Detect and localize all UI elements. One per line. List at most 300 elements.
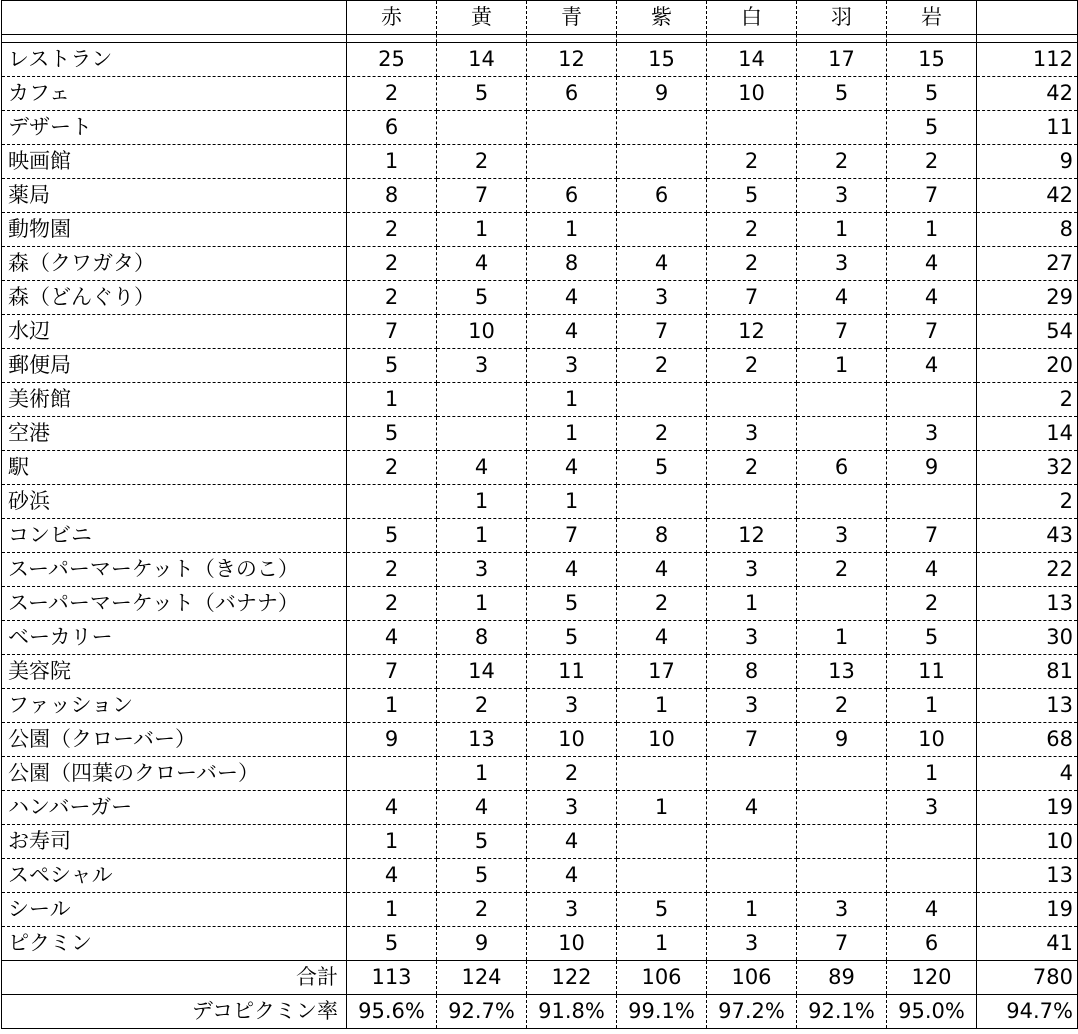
gap-cell <box>347 35 437 43</box>
table-row <box>2 893 1078 927</box>
row-total: 14 <box>977 417 1078 451</box>
table-row <box>2 723 1078 757</box>
value-cell: 4 <box>617 553 707 587</box>
row-total: 42 <box>977 77 1078 111</box>
row-total: 27 <box>977 247 1078 281</box>
table-row <box>2 349 1078 383</box>
row-total: 19 <box>977 791 1078 825</box>
value-cell: 8 <box>347 179 437 213</box>
value-cell <box>347 485 437 519</box>
row-total: 2 <box>977 383 1078 417</box>
value-cell <box>617 825 707 859</box>
row-total: 41 <box>977 927 1078 961</box>
value-cell: 5 <box>887 621 977 655</box>
gap-cell <box>437 35 527 43</box>
value-cell: 7 <box>797 315 887 349</box>
value-cell: 1 <box>887 213 977 247</box>
value-cell: 7 <box>707 281 797 315</box>
table-row <box>2 825 1078 859</box>
value-cell: 5 <box>887 111 977 145</box>
value-cell: 7 <box>797 927 887 961</box>
rate-row <box>2 995 1078 1029</box>
value-cell <box>617 145 707 179</box>
value-cell: 5 <box>437 825 527 859</box>
value-cell: 2 <box>527 757 617 791</box>
value-cell: 12 <box>527 43 617 77</box>
value-cell: 10 <box>437 315 527 349</box>
value-cell: 89 <box>797 961 887 995</box>
row-total: 30 <box>977 621 1078 655</box>
sum-row <box>2 961 1078 995</box>
row-label: 郵便局 <box>2 349 347 383</box>
row-total: 22 <box>977 553 1078 587</box>
table-row <box>2 587 1078 621</box>
value-cell: 1 <box>887 757 977 791</box>
value-cell: 1 <box>617 927 707 961</box>
header-col-yellow: 黄 <box>437 1 527 35</box>
value-cell <box>617 859 707 893</box>
value-cell: 7 <box>887 519 977 553</box>
gap-cell <box>797 35 887 43</box>
row-total: 68 <box>977 723 1078 757</box>
value-cell: 7 <box>617 315 707 349</box>
value-cell: 122 <box>527 961 617 995</box>
value-cell: 9 <box>797 723 887 757</box>
table-row <box>2 451 1078 485</box>
value-cell <box>617 383 707 417</box>
value-cell: 14 <box>437 43 527 77</box>
value-cell: 6 <box>527 179 617 213</box>
row-total: 13 <box>977 689 1078 723</box>
value-cell: 5 <box>437 77 527 111</box>
gap-cell <box>707 35 797 43</box>
value-cell <box>707 825 797 859</box>
value-cell: 3 <box>707 553 797 587</box>
value-cell: 2 <box>617 587 707 621</box>
value-cell: 3 <box>797 893 887 927</box>
table-row <box>2 553 1078 587</box>
row-total: 10 <box>977 825 1078 859</box>
row-label: ピクミン <box>2 927 347 961</box>
header-total-cell <box>977 1 1078 35</box>
value-cell: 2 <box>617 349 707 383</box>
value-cell: 2 <box>707 213 797 247</box>
value-cell: 5 <box>527 621 617 655</box>
header-col-winged: 羽 <box>797 1 887 35</box>
value-cell: 3 <box>437 553 527 587</box>
value-cell: 1 <box>707 893 797 927</box>
value-cell: 3 <box>707 621 797 655</box>
row-total: 19 <box>977 893 1078 927</box>
table-row <box>2 111 1078 145</box>
value-cell: 5 <box>617 893 707 927</box>
row-label: お寿司 <box>2 825 347 859</box>
value-cell <box>797 485 887 519</box>
value-cell: 2 <box>437 689 527 723</box>
value-cell: 14 <box>437 655 527 689</box>
row-label: 美術館 <box>2 383 347 417</box>
value-cell: 4 <box>527 451 617 485</box>
row-label: スーパーマーケット（バナナ） <box>2 587 347 621</box>
value-cell: 7 <box>707 723 797 757</box>
value-cell: 4 <box>347 791 437 825</box>
value-cell <box>887 485 977 519</box>
value-cell: 6 <box>527 77 617 111</box>
value-cell: 120 <box>887 961 977 995</box>
value-cell: 10 <box>527 927 617 961</box>
value-cell: 1 <box>797 349 887 383</box>
decor-pikmin-table <box>1 0 1078 1029</box>
value-cell: 6 <box>617 179 707 213</box>
value-cell: 2 <box>347 281 437 315</box>
value-cell: 92.1% <box>797 995 887 1029</box>
value-cell: 17 <box>797 43 887 77</box>
value-cell: 11 <box>527 655 617 689</box>
row-total: 4 <box>977 757 1078 791</box>
value-cell: 4 <box>437 247 527 281</box>
value-cell: 9 <box>347 723 437 757</box>
row-label: ファッション <box>2 689 347 723</box>
value-cell: 1 <box>797 621 887 655</box>
value-cell: 3 <box>887 417 977 451</box>
value-cell: 2 <box>887 587 977 621</box>
value-cell: 1 <box>347 145 437 179</box>
gap-cell <box>2 35 347 43</box>
value-cell: 4 <box>887 553 977 587</box>
value-cell: 8 <box>437 621 527 655</box>
value-cell: 2 <box>347 77 437 111</box>
value-cell: 2 <box>797 145 887 179</box>
row-total: 13 <box>977 859 1078 893</box>
header-gap-row <box>2 35 1078 43</box>
row-label: ハンバーガー <box>2 791 347 825</box>
value-cell: 91.8% <box>527 995 617 1029</box>
value-cell: 4 <box>437 791 527 825</box>
value-cell: 3 <box>527 349 617 383</box>
row-label: 公園（クローバー） <box>2 723 347 757</box>
value-cell: 2 <box>347 553 437 587</box>
value-cell: 14 <box>707 43 797 77</box>
value-cell: 1 <box>347 383 437 417</box>
table-row <box>2 485 1078 519</box>
table-row <box>2 859 1078 893</box>
value-cell: 1 <box>347 893 437 927</box>
value-cell: 2 <box>797 553 887 587</box>
gap-cell <box>887 35 977 43</box>
row-total: 780 <box>977 961 1078 995</box>
table-row <box>2 77 1078 111</box>
table-row <box>2 179 1078 213</box>
value-cell: 1 <box>347 689 437 723</box>
table-row <box>2 145 1078 179</box>
row-total: 32 <box>977 451 1078 485</box>
table-row <box>2 519 1078 553</box>
value-cell: 5 <box>797 77 887 111</box>
value-cell <box>707 383 797 417</box>
header-col-red: 赤 <box>347 1 437 35</box>
value-cell: 10 <box>707 77 797 111</box>
value-cell: 2 <box>437 145 527 179</box>
value-cell: 1 <box>617 689 707 723</box>
value-cell: 4 <box>527 315 617 349</box>
value-cell: 17 <box>617 655 707 689</box>
value-cell <box>527 145 617 179</box>
value-cell: 2 <box>347 587 437 621</box>
value-cell: 1 <box>617 791 707 825</box>
value-cell: 4 <box>527 553 617 587</box>
row-label: スペシャル <box>2 859 347 893</box>
value-cell: 4 <box>527 281 617 315</box>
value-cell <box>797 791 887 825</box>
value-cell: 1 <box>347 825 437 859</box>
value-cell <box>797 859 887 893</box>
value-cell <box>437 111 527 145</box>
value-cell <box>527 111 617 145</box>
value-cell <box>707 485 797 519</box>
value-cell: 8 <box>617 519 707 553</box>
header-row <box>2 1 1078 35</box>
value-cell: 5 <box>347 349 437 383</box>
value-cell: 3 <box>437 349 527 383</box>
value-cell: 106 <box>707 961 797 995</box>
header-label-cell <box>2 1 347 35</box>
value-cell: 1 <box>527 383 617 417</box>
header-col-purple: 紫 <box>617 1 707 35</box>
value-cell: 3 <box>527 893 617 927</box>
table-row <box>2 791 1078 825</box>
value-cell: 5 <box>347 417 437 451</box>
value-cell: 9 <box>887 451 977 485</box>
value-cell: 13 <box>437 723 527 757</box>
value-cell <box>797 111 887 145</box>
value-cell <box>617 485 707 519</box>
row-label: レストラン <box>2 43 347 77</box>
table-row <box>2 281 1078 315</box>
value-cell: 2 <box>707 145 797 179</box>
row-total: 54 <box>977 315 1078 349</box>
value-cell: 2 <box>707 451 797 485</box>
value-cell: 4 <box>797 281 887 315</box>
table-row <box>2 621 1078 655</box>
value-cell: 5 <box>437 281 527 315</box>
value-cell <box>437 417 527 451</box>
header-col-white: 白 <box>707 1 797 35</box>
value-cell: 11 <box>887 655 977 689</box>
value-cell: 3 <box>617 281 707 315</box>
value-cell: 4 <box>527 859 617 893</box>
value-cell: 5 <box>617 451 707 485</box>
value-cell: 2 <box>887 145 977 179</box>
value-cell: 25 <box>347 43 437 77</box>
value-cell: 7 <box>527 519 617 553</box>
value-cell: 95.0% <box>887 995 977 1029</box>
value-cell <box>707 757 797 791</box>
value-cell: 2 <box>347 247 437 281</box>
value-cell <box>887 859 977 893</box>
row-total: 2 <box>977 485 1078 519</box>
value-cell: 99.1% <box>617 995 707 1029</box>
value-cell: 4 <box>527 825 617 859</box>
value-cell: 4 <box>617 621 707 655</box>
value-cell: 4 <box>347 621 437 655</box>
row-label: 動物園 <box>2 213 347 247</box>
value-cell: 10 <box>527 723 617 757</box>
value-cell: 15 <box>617 43 707 77</box>
value-cell: 2 <box>707 349 797 383</box>
row-total: 42 <box>977 179 1078 213</box>
value-cell <box>707 111 797 145</box>
value-cell: 1 <box>437 485 527 519</box>
value-cell: 6 <box>347 111 437 145</box>
value-cell <box>437 383 527 417</box>
value-cell: 3 <box>797 519 887 553</box>
value-cell: 4 <box>887 893 977 927</box>
header-col-blue: 青 <box>527 1 617 35</box>
value-cell: 3 <box>707 417 797 451</box>
value-cell: 10 <box>617 723 707 757</box>
value-cell: 6 <box>797 451 887 485</box>
value-cell: 2 <box>347 213 437 247</box>
value-cell <box>617 111 707 145</box>
value-cell: 5 <box>707 179 797 213</box>
row-label: 空港 <box>2 417 347 451</box>
row-label: 砂浜 <box>2 485 347 519</box>
row-label: 映画館 <box>2 145 347 179</box>
value-cell: 2 <box>617 417 707 451</box>
value-cell <box>617 213 707 247</box>
value-cell: 7 <box>347 315 437 349</box>
value-cell: 1 <box>527 417 617 451</box>
value-cell: 95.6% <box>347 995 437 1029</box>
value-cell: 2 <box>347 451 437 485</box>
row-label: 薬局 <box>2 179 347 213</box>
row-label: デコピクミン率 <box>2 995 347 1029</box>
table-row <box>2 927 1078 961</box>
value-cell: 4 <box>347 859 437 893</box>
value-cell: 1 <box>527 485 617 519</box>
row-label: 森（どんぐり） <box>2 281 347 315</box>
value-cell: 3 <box>797 247 887 281</box>
value-cell: 5 <box>347 519 437 553</box>
row-label: カフェ <box>2 77 347 111</box>
value-cell: 3 <box>527 689 617 723</box>
value-cell: 4 <box>617 247 707 281</box>
header-col-rock: 岩 <box>887 1 977 35</box>
table-row <box>2 757 1078 791</box>
row-label: スーパーマーケット（きのこ） <box>2 553 347 587</box>
row-label: 駅 <box>2 451 347 485</box>
value-cell: 3 <box>887 791 977 825</box>
value-cell: 124 <box>437 961 527 995</box>
value-cell: 10 <box>887 723 977 757</box>
value-cell: 4 <box>887 247 977 281</box>
value-cell: 7 <box>437 179 527 213</box>
row-total: 13 <box>977 587 1078 621</box>
row-total: 94.7% <box>977 995 1078 1029</box>
row-label: 水辺 <box>2 315 347 349</box>
table-row <box>2 43 1078 77</box>
value-cell: 97.2% <box>707 995 797 1029</box>
value-cell: 13 <box>797 655 887 689</box>
table-row <box>2 247 1078 281</box>
row-label: 美容院 <box>2 655 347 689</box>
gap-cell <box>977 35 1078 43</box>
value-cell: 5 <box>887 77 977 111</box>
row-total: 112 <box>977 43 1078 77</box>
value-cell: 5 <box>527 587 617 621</box>
table-row <box>2 689 1078 723</box>
table-row <box>2 315 1078 349</box>
row-total: 43 <box>977 519 1078 553</box>
value-cell: 1 <box>437 587 527 621</box>
value-cell: 92.7% <box>437 995 527 1029</box>
value-cell: 4 <box>887 349 977 383</box>
row-total: 20 <box>977 349 1078 383</box>
row-label: ベーカリー <box>2 621 347 655</box>
value-cell: 1 <box>437 757 527 791</box>
value-cell: 3 <box>527 791 617 825</box>
row-label: デザート <box>2 111 347 145</box>
row-label: シール <box>2 893 347 927</box>
value-cell: 7 <box>887 315 977 349</box>
value-cell: 8 <box>527 247 617 281</box>
value-cell: 4 <box>437 451 527 485</box>
value-cell: 7 <box>347 655 437 689</box>
value-cell: 1 <box>437 213 527 247</box>
value-cell: 12 <box>707 519 797 553</box>
value-cell: 1 <box>797 213 887 247</box>
value-cell <box>347 757 437 791</box>
value-cell <box>797 383 887 417</box>
value-cell: 5 <box>347 927 437 961</box>
table-row <box>2 213 1078 247</box>
row-total: 81 <box>977 655 1078 689</box>
value-cell: 3 <box>707 689 797 723</box>
value-cell: 2 <box>797 689 887 723</box>
row-label: 森（クワガタ） <box>2 247 347 281</box>
value-cell: 4 <box>707 791 797 825</box>
value-cell: 2 <box>437 893 527 927</box>
gap-cell <box>617 35 707 43</box>
row-total: 11 <box>977 111 1078 145</box>
value-cell <box>887 825 977 859</box>
row-label: 合計 <box>2 961 347 995</box>
row-total: 9 <box>977 145 1078 179</box>
gap-cell <box>527 35 617 43</box>
row-total: 8 <box>977 213 1078 247</box>
value-cell <box>797 825 887 859</box>
value-cell <box>797 417 887 451</box>
table-row <box>2 417 1078 451</box>
value-cell: 106 <box>617 961 707 995</box>
value-cell: 113 <box>347 961 437 995</box>
row-label: 公園（四葉のクローバー） <box>2 757 347 791</box>
value-cell: 2 <box>707 247 797 281</box>
value-cell: 3 <box>707 927 797 961</box>
value-cell <box>887 383 977 417</box>
value-cell: 12 <box>707 315 797 349</box>
value-cell <box>797 757 887 791</box>
value-cell <box>707 859 797 893</box>
value-cell: 9 <box>617 77 707 111</box>
value-cell: 3 <box>797 179 887 213</box>
value-cell: 6 <box>887 927 977 961</box>
value-cell: 15 <box>887 43 977 77</box>
row-label: コンビニ <box>2 519 347 553</box>
value-cell: 7 <box>887 179 977 213</box>
value-cell: 9 <box>437 927 527 961</box>
value-cell: 8 <box>707 655 797 689</box>
